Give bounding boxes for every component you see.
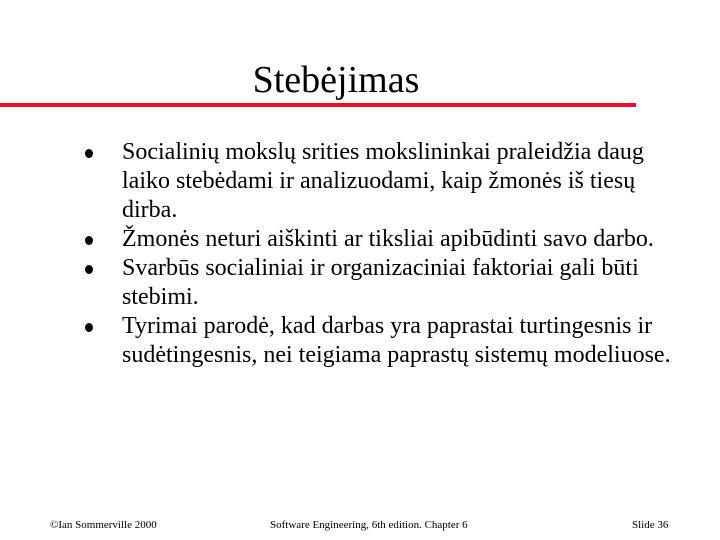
bullet-item xyxy=(0,138,682,225)
footer-book-title: Software Engineering, 6th edition. Chapter 6 xyxy=(270,519,468,531)
bullet-item xyxy=(0,225,682,254)
bullet-dot-icon xyxy=(85,265,93,274)
bullet-list xyxy=(0,138,720,370)
bullet-item xyxy=(0,312,682,370)
footer-slide-number: Slide 36 xyxy=(632,519,669,531)
slide-title: Stebėjimas xyxy=(252,59,420,101)
bullet-item xyxy=(0,254,682,312)
bullet-dot-icon xyxy=(85,323,93,332)
bullet-dot-icon xyxy=(85,149,93,158)
footer-copyright: ©Ian Sommerville 2000 xyxy=(50,519,157,531)
bullet-text: Tyrimai parodė, kad darbas yra paprastai turtingesnis ir sudėtingesnis, nei teigiama paprastų sistemų modeliuose. xyxy=(122,313,671,368)
title-underline xyxy=(0,103,636,107)
bullet-text: Socialinių mokslų srities mokslininkai praleidžia daug laiko stebėdami ir analizuodami, kaip žmonės iš tiesų dirba. xyxy=(122,139,644,223)
bullet-text: Žmonės neturi aiškinti ar tiksliai apibūdinti savo darbo. xyxy=(122,226,654,252)
bullet-dot-icon xyxy=(85,236,93,245)
bullet-text: Svarbūs socialiniai ir organizaciniai faktoriai gali būti stebimi. xyxy=(122,255,639,310)
